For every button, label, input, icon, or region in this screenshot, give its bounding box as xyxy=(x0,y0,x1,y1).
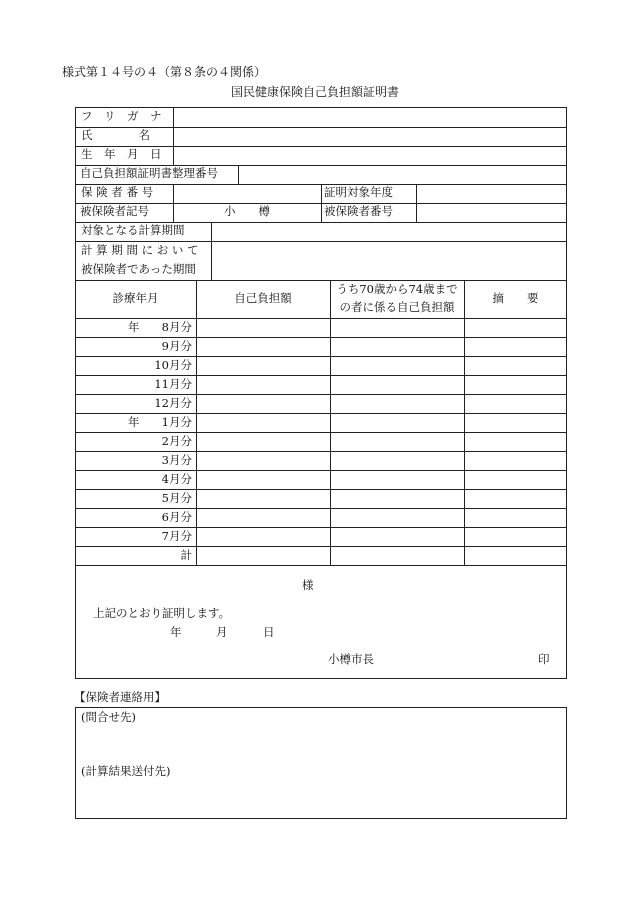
result-destination-label: (計算結果送付先) xyxy=(81,764,171,778)
insured-symbol-label: 被保険者記号 xyxy=(80,204,149,218)
column-header-elderly-2: の者に係る自己負担額 xyxy=(339,300,455,314)
form-number: 様式第１４号の４（第８条の４関係） xyxy=(62,65,267,79)
row-month-label: 12月分 xyxy=(154,396,192,410)
column-header-remarks: 摘 要 xyxy=(492,291,539,305)
mayor-label: 小樽市長 xyxy=(328,652,374,666)
row-month-label: 2月分 xyxy=(161,434,192,448)
insurer-contact-box xyxy=(75,707,567,819)
row-month-label: 1月分 xyxy=(161,415,192,429)
inquiry-label: (問合せ先) xyxy=(81,710,136,724)
seal-label: 印 xyxy=(538,652,550,666)
row-month-label: 11月分 xyxy=(154,377,192,391)
cert-year-unit: 年 xyxy=(170,625,182,639)
column-header-amount: 自己負担額 xyxy=(234,291,292,305)
insured-number-label: 被保険者番号 xyxy=(324,204,393,218)
certification-statement: 上記のとおり証明します。 xyxy=(93,606,231,620)
row-month-label: 7月分 xyxy=(161,529,192,543)
column-header-elderly-1: うち70歳から74歳まで xyxy=(336,282,458,296)
cert-number-label: 自己負担額証明書整理番号 xyxy=(80,166,218,180)
birthdate-label: 生 年 月 日 xyxy=(81,147,162,161)
document-title: 国民健康保険自己負担額証明書 xyxy=(230,85,399,99)
sama-label: 様 xyxy=(302,578,314,592)
insured-symbol-value: 小 樽 xyxy=(224,204,270,218)
period-insured-label-2: 被保険者であった期間 xyxy=(81,262,196,276)
row-year-label: 年 xyxy=(128,320,140,334)
cert-day-unit: 日 xyxy=(263,625,275,639)
name-label: 氏 名 xyxy=(81,128,150,142)
column-header-month: 診療年月 xyxy=(112,291,159,305)
period-insured-label-1: 計 算 期 間 に お い て xyxy=(81,243,199,257)
cert-month-unit: 月 xyxy=(216,625,228,639)
insurer-number-label: 保 険 者 番 号 xyxy=(81,185,154,199)
cert-year-label: 証明対象年度 xyxy=(324,185,393,199)
row-month-label: 10月分 xyxy=(154,358,192,372)
row-month-label: 8月分 xyxy=(161,320,192,334)
row-month-label: 6月分 xyxy=(161,510,192,524)
period-label: 対象となる計算期間 xyxy=(81,223,185,237)
furigana-label: フ リ ガ ナ xyxy=(81,109,162,123)
row-month-label: 9月分 xyxy=(161,339,192,353)
row-month-label: 計 xyxy=(180,548,192,562)
row-month-label: 4月分 xyxy=(161,472,192,486)
insurer-contact-heading: 【保険者連絡用】 xyxy=(74,690,166,704)
row-month-label: 3月分 xyxy=(161,453,192,467)
row-month-label: 5月分 xyxy=(161,491,192,505)
row-year-label: 年 xyxy=(128,415,140,429)
